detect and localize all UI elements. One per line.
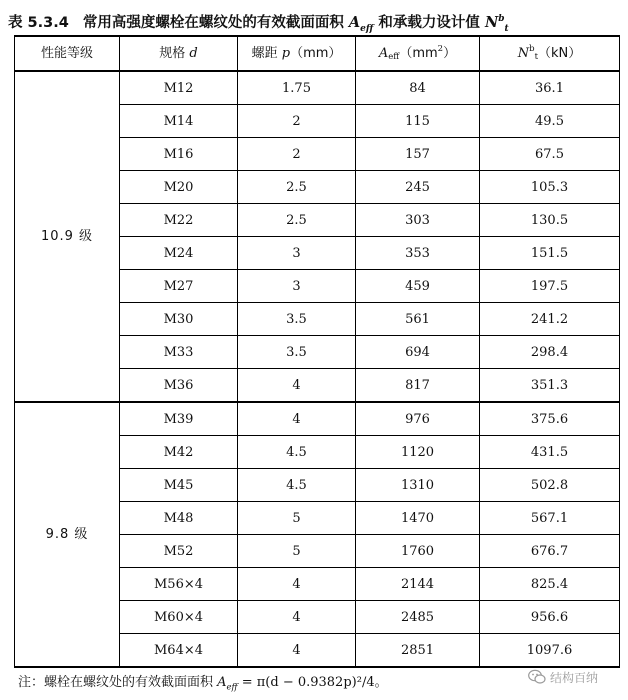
pitch-cell: 4 [238, 369, 356, 403]
title-var-a: $A_{eff}$ [348, 13, 374, 34]
spec-cell: M20 [120, 171, 238, 204]
spec-cell: M22 [120, 204, 238, 237]
header-row [15, 36, 620, 71]
pitch-cell: 2.5 [238, 171, 356, 204]
area-cell: 1310 [356, 469, 480, 502]
table-row [15, 71, 620, 105]
spec-cell: M36 [120, 369, 238, 403]
watermark-text: 结构百纳 [550, 670, 599, 685]
grade-cell: 9.8 级 [15, 402, 120, 667]
load-cell: 956.6 [480, 601, 620, 634]
area-cell: 459 [356, 270, 480, 303]
area-cell: 157 [356, 138, 480, 171]
area-cell: 1470 [356, 502, 480, 535]
load-cell: 36.1 [480, 71, 620, 105]
pitch-cell: 4.5 [238, 436, 356, 469]
bolt-data-table [14, 35, 620, 668]
load-cell: 1097.6 [480, 634, 620, 668]
header-load: $N^bt(kN)$ [480, 36, 620, 71]
load-cell: 298.4 [480, 336, 620, 369]
spec-cell: M60×4 [120, 601, 238, 634]
table-number: 表 5.3.4 [8, 14, 69, 31]
area-cell: 2485 [356, 601, 480, 634]
load-cell: 351.3 [480, 369, 620, 403]
table-body [15, 71, 620, 667]
load-cell: 241.2 [480, 303, 620, 336]
header-grade: 性能等级 [15, 36, 120, 71]
pitch-cell: 3 [238, 237, 356, 270]
header-pitch: 螺距 p（mm） [238, 36, 356, 71]
area-cell: 561 [356, 303, 480, 336]
load-cell: 67.5 [480, 138, 620, 171]
load-cell: 49.5 [480, 105, 620, 138]
pitch-cell: 4 [238, 601, 356, 634]
pitch-cell: 3.5 [238, 303, 356, 336]
area-cell: 2851 [356, 634, 480, 668]
table-title [8, 6, 623, 32]
pitch-cell: 4 [238, 634, 356, 668]
grade-cell: 10.9 级 [15, 71, 120, 402]
pitch-cell: 5 [238, 535, 356, 568]
spec-cell: M33 [120, 336, 238, 369]
spec-cell: M39 [120, 402, 238, 436]
load-cell: 676.7 [480, 535, 620, 568]
pitch-cell: 4 [238, 402, 356, 436]
header-spec: 规格 d [120, 36, 238, 71]
table-row [15, 402, 620, 436]
spec-cell: M16 [120, 138, 238, 171]
pitch-cell: 2.5 [238, 204, 356, 237]
load-cell: 431.5 [480, 436, 620, 469]
pitch-cell: 4.5 [238, 469, 356, 502]
pitch-cell: 1.75 [238, 71, 356, 105]
area-cell: 2144 [356, 568, 480, 601]
area-cell: 245 [356, 171, 480, 204]
pitch-cell: 3 [238, 270, 356, 303]
load-cell: 375.6 [480, 402, 620, 436]
load-cell: 825.4 [480, 568, 620, 601]
spec-cell: M30 [120, 303, 238, 336]
area-cell: 1120 [356, 436, 480, 469]
load-cell: 151.5 [480, 237, 620, 270]
note-formula: = π(d − 0.9382p)²/4。 [237, 675, 388, 690]
pitch-cell: 2 [238, 105, 356, 138]
spec-cell: M45 [120, 469, 238, 502]
pitch-cell: 5 [238, 502, 356, 535]
title-var-n: $N^b_t$ [484, 13, 509, 34]
area-cell: 84 [356, 71, 480, 105]
pitch-cell: 4 [238, 568, 356, 601]
header-area: $Aeff(mm^2)$ [356, 36, 480, 71]
spec-cell: M52 [120, 535, 238, 568]
footnote: 注：螺栓在螺纹处的有效截面面积 $A_{eff} = \pi(d - 0.9382p)^2/4$。 [18, 675, 388, 693]
area-cell: 1760 [356, 535, 480, 568]
spec-cell: M24 [120, 237, 238, 270]
area-cell: 115 [356, 105, 480, 138]
area-cell: 353 [356, 237, 480, 270]
load-cell: 105.3 [480, 171, 620, 204]
spec-cell: M12 [120, 71, 238, 105]
wechat-bubble-icon [528, 669, 546, 685]
watermark [528, 666, 598, 688]
spec-cell: M48 [120, 502, 238, 535]
area-cell: 817 [356, 369, 480, 403]
spec-cell: M56×4 [120, 568, 238, 601]
load-cell: 197.5 [480, 270, 620, 303]
spec-cell: M42 [120, 436, 238, 469]
title-text-before: 常用高强度螺栓在螺纹处的有效截面面积 [82, 14, 349, 31]
pitch-cell: 2 [238, 138, 356, 171]
load-cell: 567.1 [480, 502, 620, 535]
spec-cell: M14 [120, 105, 238, 138]
area-cell: 694 [356, 336, 480, 369]
area-cell: 303 [356, 204, 480, 237]
load-cell: 502.8 [480, 469, 620, 502]
spec-cell: M27 [120, 270, 238, 303]
load-cell: 130.5 [480, 204, 620, 237]
area-cell: 976 [356, 402, 480, 436]
spec-cell: M64×4 [120, 634, 238, 668]
note-var: $A_{eff}$ [217, 675, 238, 693]
title-text-middle: 和承载力设计值 [373, 14, 485, 31]
pitch-cell: 3.5 [238, 336, 356, 369]
